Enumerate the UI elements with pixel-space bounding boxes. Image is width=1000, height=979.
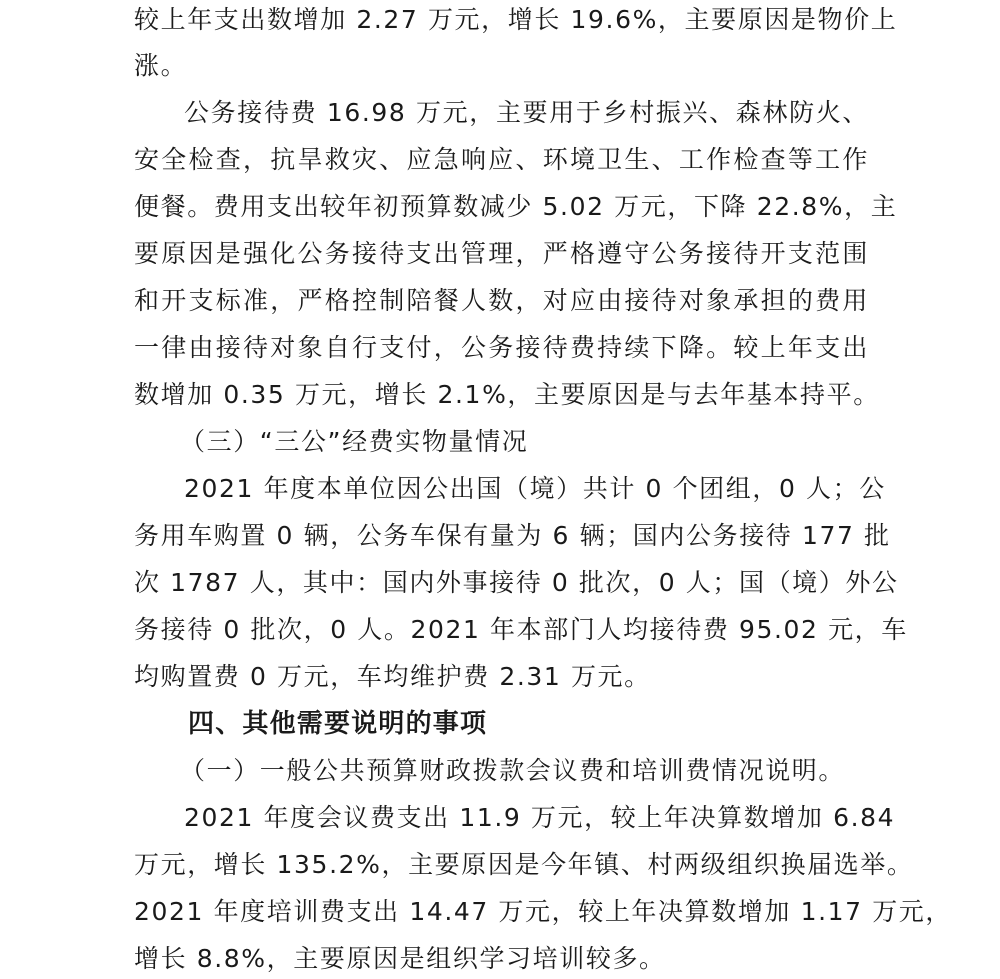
text-line: 便餐。费用支出较年初预算数减少 5.02 万元，下降 22.8%，主: [134, 192, 898, 221]
text-line: 较上年支出数增加 2.27 万元，增长 19.6%，主要原因是物价上: [134, 5, 898, 34]
section-subheading: （一）一般公共预算财政拨款会议费和培训费情况说明。: [180, 756, 846, 785]
text-line: 涨。: [134, 51, 188, 80]
text-line: 2021 年度培训费支出 14.47 万元，较上年决算数增加 1.17 万元，: [134, 897, 952, 926]
text-line: 2021 年度本单位因公出国（境）共计 0 个团组，0 人；公: [184, 474, 886, 503]
text-line: 增长 8.8%，主要原因是组织学习培训较多。: [134, 944, 666, 973]
text-line: 数增加 0.35 万元，增长 2.1%，主要原因是与去年基本持平。: [134, 380, 880, 409]
section-subheading: （三）“三公”经费实物量情况: [180, 427, 529, 456]
text-line: 务用车购置 0 辆，公务车保有量为 6 辆；国内公务接待 177 批: [134, 521, 891, 550]
text-line: 一律由接待对象自行支付，公务接待费持续下降。较上年支出: [134, 333, 869, 362]
text-line: 公务接待费 16.98 万元，主要用于乡村振兴、森林防火、: [184, 98, 869, 127]
text-line: 2021 年度会议费支出 11.9 万元，较上年决算数增加 6.84: [184, 803, 896, 832]
text-line: 安全检查，抗旱救灾、应急响应、环境卫生、工作检查等工作: [134, 145, 869, 174]
text-line: 次 1787 人，其中：国内外事接待 0 批次，0 人；国（境）外公: [134, 568, 899, 597]
text-line: 要原因是强化公务接待支出管理，严格遵守公务接待开支范围: [134, 239, 869, 268]
text-line: 务接待 0 批次，0 人。2021 年本部门人均接待费 95.02 元，车: [134, 615, 908, 644]
text-line: 和开支标准，严格控制陪餐人数，对应由接待对象承担的费用: [134, 286, 869, 315]
section-heading: 四、其他需要说明的事项: [188, 709, 488, 739]
text-line: 万元，增长 135.2%，主要原因是今年镇、村两级组织换届选举。: [134, 850, 914, 879]
text-line: 均购置费 0 万元，车均维护费 2.31 万元。: [134, 662, 651, 691]
